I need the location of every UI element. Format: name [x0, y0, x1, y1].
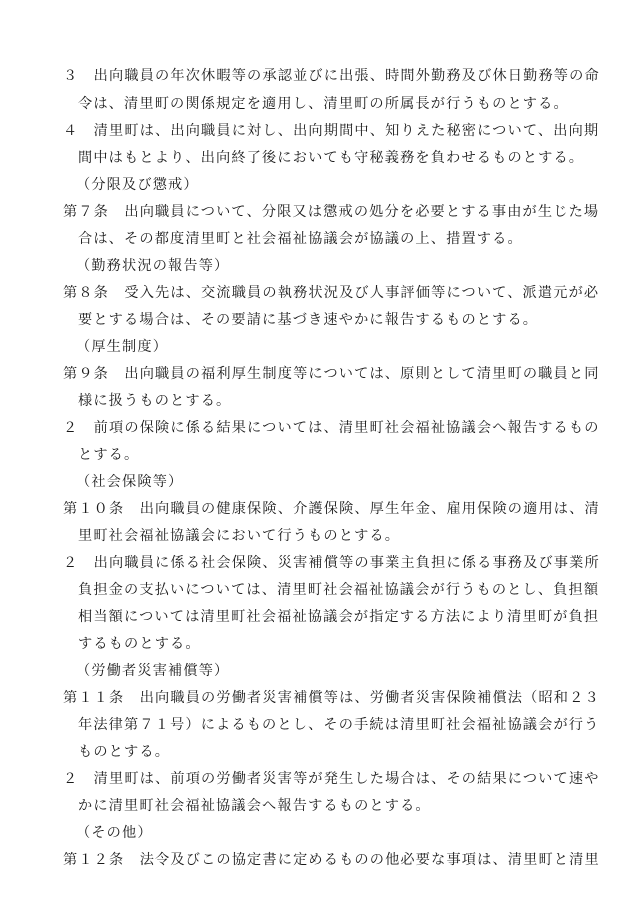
clause-3-line-1: ３ 出向職員の年次休暇等の承認並びに出張、時間外勤務及び休日勤務等の命 [63, 68, 600, 84]
heading-welfare: （厚生制度） [76, 339, 169, 355]
clause-4-line-2: 間中はもとより、出向終了後においても守秘義務を負わせるものとする。 [78, 150, 585, 166]
article-8-line-2: 要とする場合は、その要請に基づき速やかに報告するものとする。 [78, 312, 539, 328]
heading-other: （その他） [76, 825, 153, 841]
article-10-para-2-line-3: 相当額については清里町社会福祉協議会が指定する方法により清里町が負担 [78, 609, 600, 625]
article-9-para-2-line-2: とする。 [78, 447, 140, 463]
article-12-line-1: 第１２条 法令及びこの協定書に定めるものの他必要な事項は、清里町と清里 [63, 852, 600, 868]
article-10-line-2: 里町社会福祉協議会において行うものとする。 [78, 528, 401, 544]
heading-discipline: （分限及び懲戒） [76, 177, 199, 193]
heading-workers-compensation: （労働者災害補償等） [76, 663, 230, 679]
article-7-line-2: 合は、その都度清里町と社会福祉協議会が協議の上、措置する。 [78, 231, 523, 247]
article-11-para-2-line-1: ２ 清里町は、前項の労働者災害等が発生した場合は、その結果について速や [63, 771, 600, 787]
article-10-para-2-line-4: するものとする。 [78, 636, 201, 652]
article-11-line-3: ものとする。 [78, 744, 171, 760]
article-11-line-1: 第１１条 出向職員の労働者災害補償等は、労働者災害保険補償法（昭和２３ [63, 690, 600, 706]
article-9-line-1: 第９条 出向職員の福利厚生制度等については、原則として清里町の職員と同 [63, 366, 600, 382]
clause-3-line-2: 令は、清里町の関係規定を適用し、清里町の所属長が行うものとする。 [78, 96, 569, 112]
article-8-line-1: 第８条 受入先は、交流職員の執務状況及び人事評価等について、派遣元が必 [63, 285, 600, 301]
article-11-para-2-line-2: かに清里町社会福祉協議会へ報告するものとする。 [78, 798, 431, 814]
heading-social-insurance: （社会保険等） [76, 474, 184, 490]
article-7-line-1: 第７条 出向職員について、分限又は懲戒の処分を必要とする事由が生じた場 [63, 204, 600, 220]
article-10-line-1: 第１０条 出向職員の健康保険、介護保険、厚生年金、雇用保険の適用は、清 [63, 501, 600, 517]
article-10-para-2-line-2: 負担金の支払いについては、清里町社会福祉協議会が行うものとし、負担額 [78, 582, 600, 598]
article-10-para-2-line-1: ２ 出向職員に係る社会保険、災害補償等の事業主負担に係る事務及び事業所 [63, 555, 600, 571]
article-9-para-2-line-1: ２ 前項の保険に係る結果については、清里町社会福祉協議会へ報告するもの [63, 420, 600, 436]
clause-4-line-1: ４ 清里町は、出向職員に対し、出向期間中、知りえた秘密について、出向期 [63, 123, 600, 139]
article-11-line-2: 年法律第７１号）によるものとし、その手続は清里町社会福祉協議会が行う [78, 717, 600, 733]
heading-work-report: （勤務状況の報告等） [76, 258, 230, 274]
article-9-line-2: 様に扱うものとする。 [78, 393, 232, 409]
